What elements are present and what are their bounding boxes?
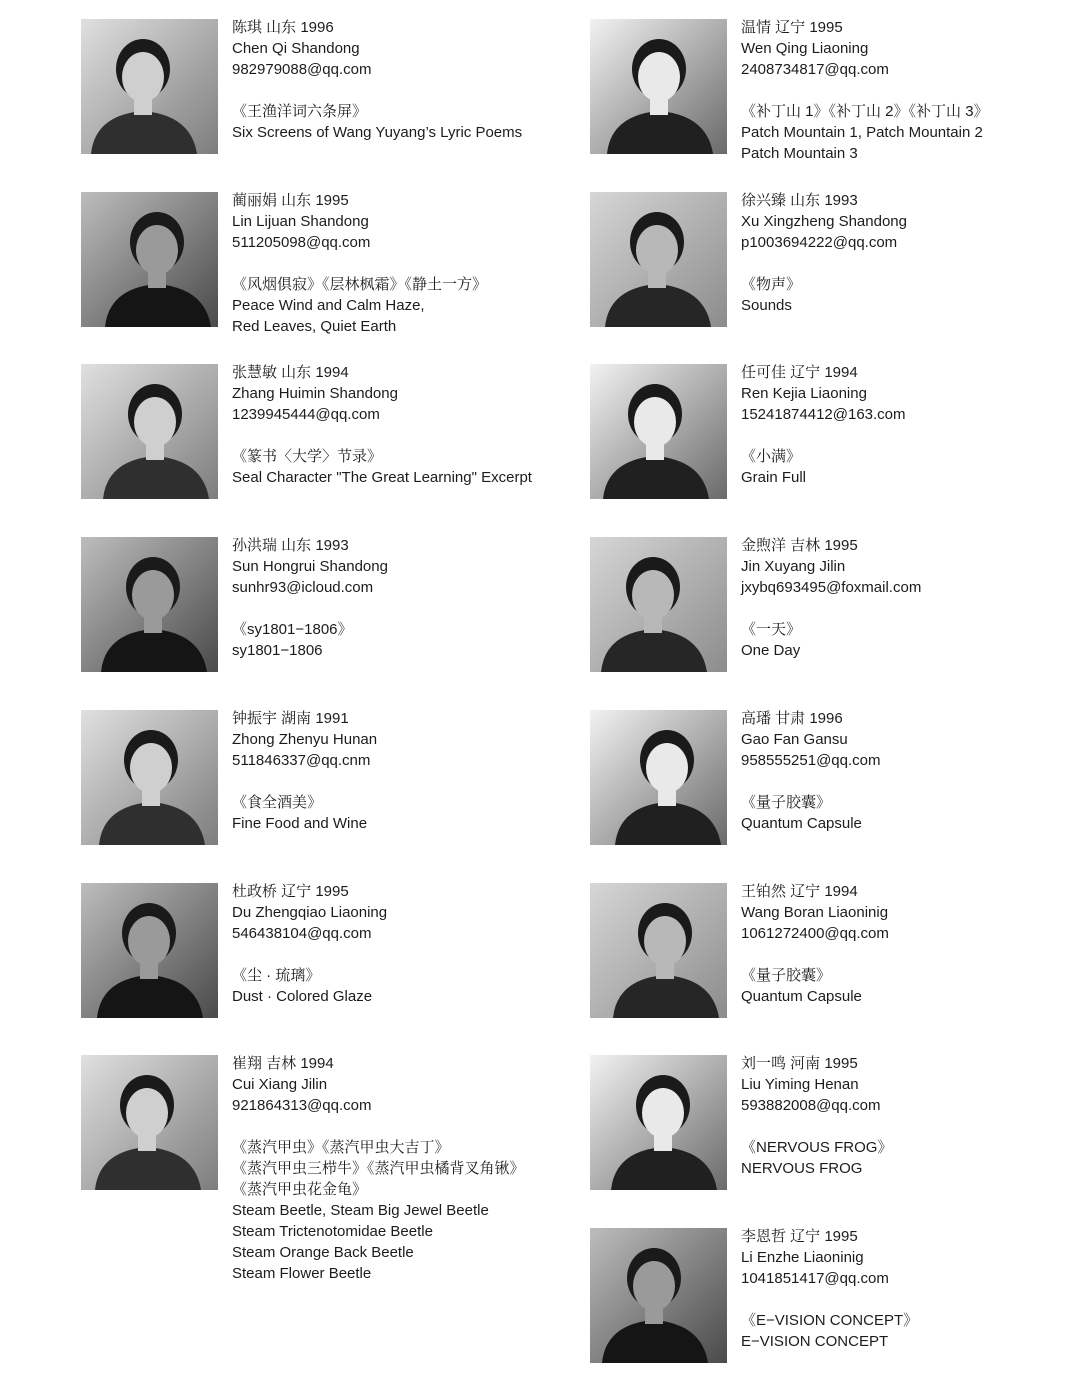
artist-header: 李恩哲 辽宁 1995 <box>741 1228 858 1245</box>
portrait-face <box>633 1261 675 1311</box>
artist-name-en: Wen Qing Liaoning <box>741 40 869 57</box>
artist-email: p1003694222@qq.com <box>741 234 898 251</box>
portrait-graphic <box>590 1055 727 1190</box>
artwork-title-line: sy1801−1806 <box>232 642 323 659</box>
artist-photo <box>81 537 218 672</box>
artwork-title-line: NERVOUS FROG <box>741 1160 863 1177</box>
portrait-graphic <box>81 192 218 327</box>
artist-email: 511205098@qq.com <box>232 234 371 251</box>
artist-info <box>232 1053 562 1284</box>
artist-photo <box>590 19 727 154</box>
artist-header: 温情 辽宁 1995 <box>741 19 843 36</box>
portrait-graphic <box>81 710 218 845</box>
artist-name-en: Liu Yiming Henan <box>741 1076 859 1093</box>
artist-photo <box>590 537 727 672</box>
portrait-face <box>128 916 170 966</box>
artist-email: 1061272400@qq.com <box>741 925 889 942</box>
artist-photo <box>81 192 218 327</box>
artist-name-en: Sun Hongrui Shandong <box>232 558 388 575</box>
artist-email: 2408734817@qq.com <box>741 61 889 78</box>
artist-photo <box>590 192 727 327</box>
artist-info <box>232 535 562 661</box>
portrait-face <box>122 52 164 102</box>
artist-header: 钟振宇 湖南 1991 <box>232 710 349 727</box>
artist-info <box>741 1226 1071 1352</box>
artist-info <box>232 708 562 834</box>
artwork-title-line: Red Leaves, Quiet Earth <box>232 318 397 335</box>
artwork-title-line: Quantum Capsule <box>741 988 862 1005</box>
artist-photo <box>590 710 727 845</box>
artwork-title-line: 《篆书〈大学〉节录》 <box>232 448 383 465</box>
artwork-title-line: Steam Trictenotomidae Beetle <box>232 1223 433 1240</box>
portrait-graphic <box>590 883 727 1018</box>
portrait-graphic <box>81 19 218 154</box>
spacer <box>741 598 1071 619</box>
artist-email: 546438104@qq.com <box>232 925 372 942</box>
artwork-title-line: Steam Beetle, Steam Big Jewel Beetle <box>232 1202 489 1219</box>
portrait-face <box>636 225 678 275</box>
artist-info <box>232 190 562 337</box>
artist-name-en: Chen Qi Shandong <box>232 40 360 57</box>
portrait-face <box>632 570 674 620</box>
artist-info <box>741 881 1071 1007</box>
artist-photo <box>81 710 218 845</box>
artist-name-en: Gao Fan Gansu <box>741 731 848 748</box>
spacer <box>741 1116 1071 1137</box>
spacer <box>232 771 562 792</box>
artist-info <box>741 17 1071 164</box>
portrait-graphic <box>590 364 727 499</box>
artist-header: 王铂然 辽宁 1994 <box>741 883 858 900</box>
artwork-title-line: 《NERVOUS FROG》 <box>741 1139 893 1156</box>
artist-header: 高璠 甘肃 1996 <box>741 710 843 727</box>
artist-photo <box>590 883 727 1018</box>
artwork-title-line: Steam Orange Back Beetle <box>232 1244 414 1261</box>
artwork-title-line: 《蒸汽甲虫三栉牛》《蒸汽甲虫橘背叉角锹》 <box>232 1160 525 1177</box>
artist-header: 金煦洋 吉林 1995 <box>741 537 858 554</box>
spacer <box>741 944 1071 965</box>
spacer <box>741 80 1071 101</box>
artist-name-en: Ren Kejia Liaoning <box>741 385 867 402</box>
artist-header: 孙洪瑞 山东 1993 <box>232 537 349 554</box>
artist-name-en: Li Enzhe Liaoninig <box>741 1249 864 1266</box>
artwork-title-line: Quantum Capsule <box>741 815 862 832</box>
spacer <box>232 944 562 965</box>
spacer <box>741 1289 1071 1310</box>
artist-email: 593882008@qq.com <box>741 1097 881 1114</box>
artwork-title-line: 《物声》 <box>741 276 802 293</box>
spacer <box>741 253 1071 274</box>
portrait-face <box>130 743 172 793</box>
artist-email: 958555251@qq.com <box>741 752 881 769</box>
artist-name-en: Du Zhengqiao Liaoning <box>232 904 388 921</box>
portrait-face <box>134 397 176 447</box>
artwork-title-line: 《蒸汽甲虫》《蒸汽甲虫大吉丁》 <box>232 1139 450 1156</box>
artist-name-en: Zhong Zhenyu Hunan <box>232 731 378 748</box>
artwork-title-line: 《量子胶囊》 <box>741 794 832 811</box>
portrait-graphic <box>590 1228 727 1363</box>
spacer <box>741 771 1071 792</box>
artwork-title-line: 《一天》 <box>741 621 802 638</box>
artwork-title-line: Sounds <box>741 297 792 314</box>
portrait-graphic <box>81 883 218 1018</box>
artwork-title-line: Patch Mountain 3 <box>741 145 858 162</box>
artwork-title-line: Steam Flower Beetle <box>232 1265 372 1282</box>
artist-info <box>232 17 562 143</box>
artwork-title-line: 《风烟俱寂》《层林枫霜》《静土一方》 <box>232 276 488 293</box>
artist-photo <box>590 364 727 499</box>
spacer <box>232 253 562 274</box>
portrait-graphic <box>590 192 727 327</box>
artist-photo <box>590 1228 727 1363</box>
artist-photo <box>81 1055 218 1190</box>
artwork-title-line: 《sy1801−1806》 <box>232 621 353 638</box>
artist-header: 陈琪 山东 1996 <box>232 19 334 36</box>
artist-photo <box>81 883 218 1018</box>
artist-header: 张慧敏 山东 1994 <box>232 364 349 381</box>
portrait-face <box>126 1088 168 1138</box>
spacer <box>232 425 562 446</box>
artist-info <box>741 190 1071 316</box>
artist-email: jxybq693495@foxmail.com <box>741 579 922 596</box>
portrait-face <box>642 1088 684 1138</box>
artist-info <box>232 881 562 1007</box>
artwork-title-line: 《量子胶囊》 <box>741 967 832 984</box>
artwork-title-line: One Day <box>741 642 801 659</box>
artist-email: 982979088@qq.com <box>232 61 372 78</box>
portrait-graphic <box>81 364 218 499</box>
artist-header: 崔翔 吉林 1994 <box>232 1055 334 1072</box>
artwork-title-line: Peace Wind and Calm Haze, <box>232 297 425 314</box>
artist-name-en: Zhang Huimin Shandong <box>232 385 398 402</box>
portrait-face <box>634 397 676 447</box>
artist-info <box>741 708 1071 834</box>
artist-photo <box>590 1055 727 1190</box>
artwork-title-line: Six Screens of Wang Yuyang’s Lyric Poems <box>232 124 523 141</box>
artwork-title-line: Patch Mountain 1, Patch Mountain 2 <box>741 124 983 141</box>
artwork-title-line: Seal Character "The Great Learning" Excerpt <box>232 469 532 486</box>
portrait-graphic <box>81 1055 218 1190</box>
artwork-title-line: Grain Full <box>741 469 807 486</box>
artist-email: 1041851417@qq.com <box>741 1270 889 1287</box>
artist-name-en: Jin Xuyang Jilin <box>741 558 846 575</box>
artist-info <box>741 535 1071 661</box>
portrait-face <box>646 743 688 793</box>
portrait-graphic <box>590 537 727 672</box>
artwork-title-line: Dust · Colored Glaze <box>232 988 373 1005</box>
portrait-face <box>132 570 174 620</box>
artist-email: 921864313@qq.com <box>232 1097 372 1114</box>
artist-email: 511846337@qq.cnm <box>232 752 371 769</box>
portrait-graphic <box>590 710 727 845</box>
artist-header: 任可佳 辽宁 1994 <box>741 364 858 381</box>
artist-name-en: Cui Xiang Jilin <box>232 1076 328 1093</box>
artwork-title-line: 《尘 · 琉璃》 <box>232 967 321 984</box>
artwork-title-line: 《E−VISION CONCEPT》 <box>741 1312 919 1329</box>
artwork-title-line: Fine Food and Wine <box>232 815 368 832</box>
artist-email: sunhr93@icloud.com <box>232 579 374 596</box>
portrait-face <box>136 225 178 275</box>
artist-header: 杜政桥 辽宁 1995 <box>232 883 349 900</box>
artwork-title-line: 《王渔洋词六条屏》 <box>232 103 368 120</box>
spacer <box>741 425 1071 446</box>
artist-photo <box>81 364 218 499</box>
artist-email: 1239945444@qq.com <box>232 406 380 423</box>
artist-info <box>741 1053 1071 1179</box>
spacer <box>232 1116 562 1137</box>
spacer <box>232 598 562 619</box>
artwork-title-line: 《补丁山 1》《补丁山 2》《补丁山 3》 <box>741 103 989 120</box>
artist-header: 刘一鸣 河南 1995 <box>741 1055 858 1072</box>
artwork-title-line: E−VISION CONCEPT <box>741 1333 889 1350</box>
portrait-face <box>638 52 680 102</box>
artwork-title-line: 《蒸汽甲虫花金龟》 <box>232 1181 368 1198</box>
artist-info <box>232 362 562 488</box>
artist-email: 15241874412@163.com <box>741 406 906 423</box>
portrait-graphic <box>590 19 727 154</box>
artist-header: 蔺丽娟 山东 1995 <box>232 192 349 209</box>
artist-header: 徐兴臻 山东 1993 <box>741 192 858 209</box>
artist-name-en: Lin Lijuan Shandong <box>232 213 369 230</box>
artwork-title-line: 《小满》 <box>741 448 802 465</box>
portrait-face <box>644 916 686 966</box>
artwork-title-line: 《食全酒美》 <box>232 794 323 811</box>
spacer <box>232 80 562 101</box>
artist-name-en: Wang Boran Liaoninig <box>741 904 889 921</box>
artist-info <box>741 362 1071 488</box>
portrait-graphic <box>81 537 218 672</box>
artist-photo <box>81 19 218 154</box>
artist-name-en: Xu Xingzheng Shandong <box>741 213 907 230</box>
